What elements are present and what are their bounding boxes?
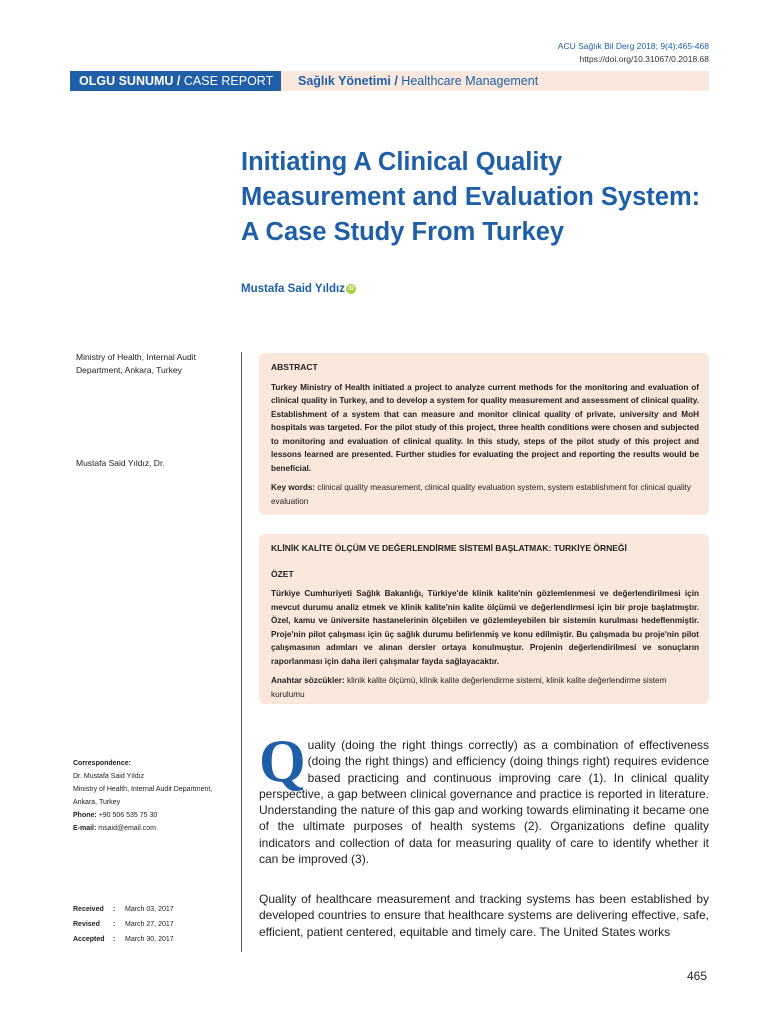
email-label: E-mail:	[73, 825, 97, 832]
author-degree: Mustafa Said Yıldız, Dr.	[76, 458, 165, 468]
correspondence-name: Dr. Mustafa Said Yıldız	[73, 773, 145, 780]
author-name: Mustafa Said Yıldız	[241, 283, 345, 295]
ozet-keywords	[271, 674, 699, 701]
date-value: March 27, 2017	[125, 921, 174, 928]
body-paragraph-text: uality (doing the right things correctly) as a combination of effectiveness (doing the right things) and efficiency (doing things right) requires evidence based practicing and continuous improving care (1). In clinical quality perspective, a gap between clinical governance and practice is reported in literature. Understanding the nature of this gap and working towards eliminating it became one of the ultimate purposes of health systems (2). Organizations define quality indicators and collection of data for measuring quality of care to identify whether it can be improved (3).	[259, 738, 709, 867]
abstract-text: Turkey Ministry of Health initiated a project to analyze current methods for the monitoring and evaluation of clinical quality in Turkey, and to develop a system for quality measurement and assessment of clinical quality. Establishment of a system that can measure and monitor clinical quality of private, university and MoH hospitals was targeted. For the pilot study of this project, three health conditions were chosen and subjected to monitoring and evaluation of clinical quality. In this study, steps of the pilot study of this project and lessons learned are presented. Further studies for evaluating the project and reporting the results would be beneficial.	[271, 382, 699, 473]
author-line	[241, 283, 356, 295]
article-field-tr: Sağlık Yönetimi /	[298, 74, 398, 88]
drop-cap: Q	[259, 728, 306, 794]
author-affiliation: Ministry of Health, Internal Audit Department, Ankara, Turkey	[76, 352, 197, 375]
date-label: Accepted	[73, 936, 105, 943]
correspondence-block	[73, 757, 233, 835]
phone-value: +90 506 535 75 30	[98, 812, 158, 819]
correspondence-address: Ministry of Health, Internal Audit Department,	[73, 786, 213, 793]
date-value: March 03, 2017	[125, 906, 174, 913]
correspondence-label: Correspondence:	[73, 760, 131, 767]
article-type-en: CASE REPORT	[183, 74, 274, 88]
abstract-heading: ABSTRACT	[271, 362, 318, 372]
date-row: Revised : March 27, 2017	[73, 917, 174, 932]
ozet-box	[259, 534, 709, 704]
date-label: Revised	[73, 921, 100, 928]
column-divider	[241, 352, 242, 952]
article-field-label	[298, 71, 538, 91]
article-type-tr: OLGU SUNUMU /	[79, 74, 181, 88]
abstract-keywords	[271, 481, 699, 508]
date-row: Received : March 03, 2017	[73, 902, 174, 917]
anahtar-text: klinik kalite ölçümü, klinik kalite değerlendirme sistemi, klinik kalite değerlendirme sistem kurulumu	[271, 676, 667, 699]
date-value: March 30, 2017	[125, 936, 174, 943]
abstract-box	[259, 353, 709, 515]
page-number: 465	[687, 969, 708, 983]
correspondence-city: Ankara, Turkey	[73, 799, 121, 806]
phone-label: Phone:	[73, 812, 97, 819]
keywords-text: clinical quality measurement, clinical quality evaluation system, system establishment for clinical quality evaluation	[271, 483, 692, 506]
date-row: Accepted : March 30, 2017	[73, 932, 174, 947]
article-title: Initiating A Clinical Quality Measurement and Evaluation System: A Case Study From Turkey	[241, 148, 701, 246]
body-paragraph: Quality of healthcare measurement and tracking systems has been established by developed countries to ensure that healthcare systems are delivering effective, safe, efficient, patient centered, equitable and timely care. The United States works	[259, 892, 709, 939]
keywords-label: Key words:	[271, 483, 316, 492]
article-dates	[73, 902, 174, 947]
date-label: Received	[73, 906, 104, 913]
ozet-text: Türkiye Cumhuriyeti Sağlık Bakanlığı, Türkiye'de klinik kalite'nin gözlemlenmesi ve değerlendirilmesi için mevcut durumu analiz etmek ve klinik kalite'nin kalite ölçümü ve değerlendirmesi için bir proje başlatmıştır. Özel, kamu ve üniversite hastanelerinin ölçebilen ve gözlemleyebilen bir sistemin kurulması hedeflenmiştir. Proje'nin pilot çalışması için üç sağlık durumu belirlenmiş ve konu edilmiştir. Bu çalışmada bu proje'nin pilot çalışmasının adımları ve alınan dersler ortaya konulmuştur. Projenin değerlendirilmesi ve sonuçların raporlanması için daha ileri çalışmalar fayda sağlayacaktır.	[271, 589, 699, 666]
anahtar-label: Anahtar sözcükler:	[271, 676, 345, 685]
doi-link[interactable]: https://doi.org/10.31067/0.2018.68	[579, 54, 709, 64]
article-type-label	[70, 71, 281, 91]
orcid-icon[interactable]: iD	[347, 286, 354, 292]
article-field-en: Healthcare Management	[401, 74, 539, 88]
ozet-title: KLİNİK KALİTE ÖLÇÜM VE DEĞERLENDİRME SİSTEMİ BAŞLATMAK: TURKİYE ÖRNEĞİ	[271, 543, 627, 553]
ozet-heading: ÖZET	[271, 568, 294, 579]
journal-reference: ACU Sağlık Bil Derg 2018; 9(4):465-468	[557, 41, 709, 51]
citation-header	[558, 40, 709, 66]
body-paragraph	[259, 728, 709, 867]
email-value[interactable]: msaid@email.com	[98, 825, 156, 832]
